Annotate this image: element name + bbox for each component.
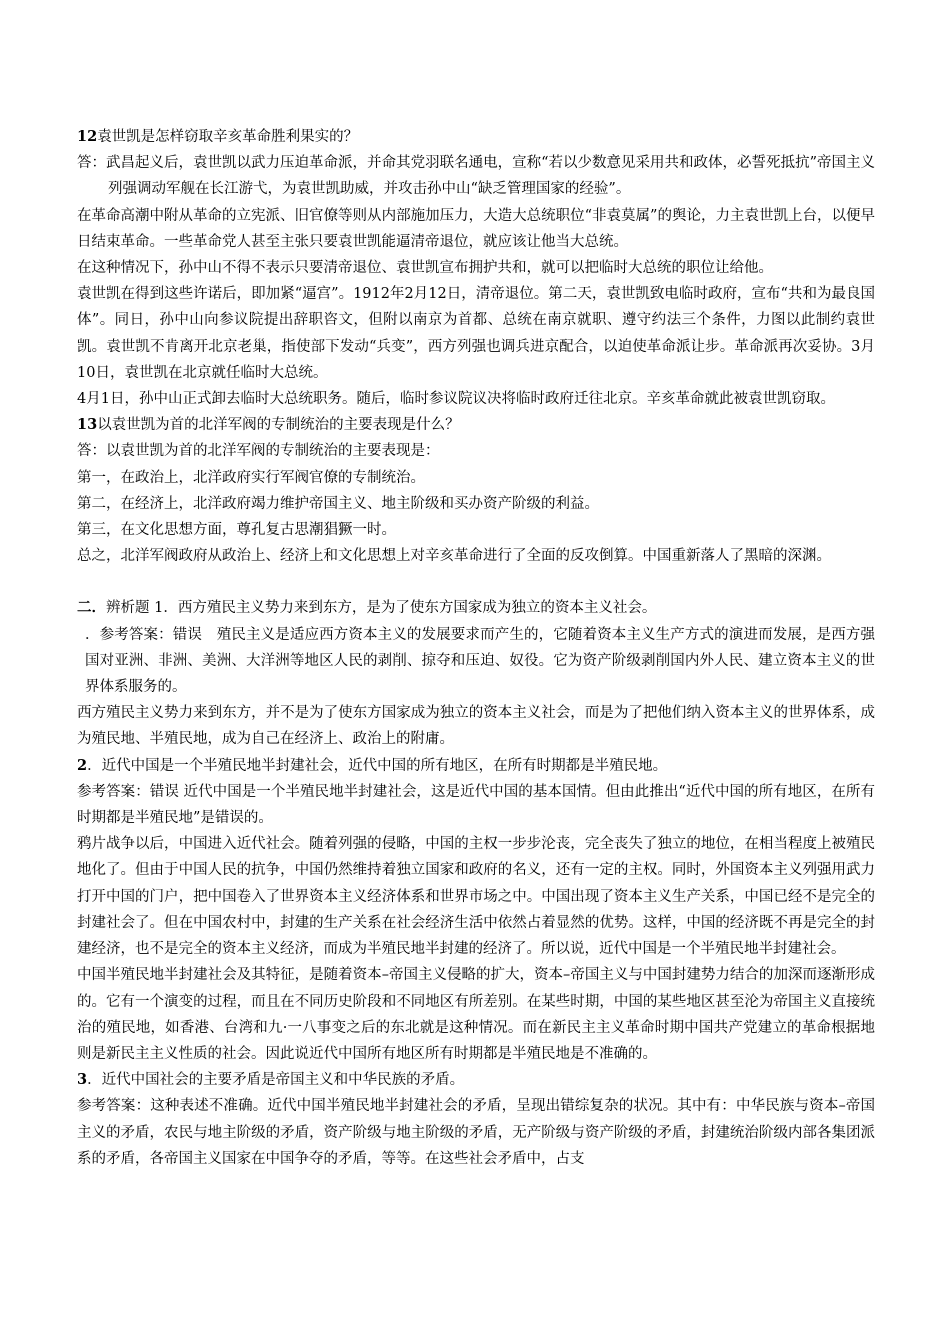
- section2-number: 二．: [77, 599, 106, 617]
- section2-q2-heading: [77, 753, 875, 779]
- section-spacer: [77, 569, 875, 595]
- section2-q2-statement: ．近代中国是一个半殖民地半封建社会，近代中国的所有地区，在所有时期都是半殖民地。: [87, 757, 668, 774]
- q13-point-3: 第三，在文化思想方面，尊孔复古思潮猖獗一时。: [77, 522, 396, 539]
- q12-paragraph-3: 袁世凯在得到这些许诺后，即加紧“逼宫”。1912年2月12日，清帝退位。第二天，袁世凯致电临时政府，宣布“共和为最良国体”。同日，孙中山向参议院提出辞职咨文，但附以南京为首都、总统在南京就职、遵守约法三个条件，力图以此制约袁世凯。袁世凯不肯离开北京老巢，指使部下发动“兵变”，西方列强也调兵进京配合，以迫使革命派让步。革命派再次妥协。3月10日，袁世凯在北京就任临时大总统。: [77, 286, 875, 381]
- section2-q1-heading: [77, 595, 875, 621]
- document-page: [77, 124, 875, 1172]
- section2-q1-answer: ．参考答案：错误 殖民主义是适应西方资本主义的发展要求而产生的，它随着资本主义生产方式的演进而发展，是西方强国对亚洲、非洲、美洲、大洋洲等地区人民的剥削、掠夺和压迫、奴役。它为资产阶级剥削国内外人民、建立资本主义的世界体系服务的。: [85, 626, 875, 696]
- q12-paragraph-2: 在这种情况下，孙中山不得不表示只要清帝退位、袁世凯宣布拥护共和，就可以把临时大总统的职位让给他。: [77, 260, 773, 277]
- q12-question: 袁世凯是怎样窃取辛亥革命胜利果实的？: [97, 129, 359, 145]
- q12-heading: [77, 124, 875, 150]
- q12-answer: 答：武昌起义后，袁世凯以武力压迫革命派，并命其党羽联名通电，宣称“若以少数意见采用共和政体，必誓死抵抗”帝国主义列强调动军舰在长江游弋，为袁世凯助威，并攻击孙中山“缺乏管理国家的经验”。: [77, 155, 875, 198]
- q12-number: 12: [77, 128, 98, 145]
- section2-q3-heading: [77, 1067, 875, 1093]
- section2-q2-answer: 参考答案：错误 近代中国是一个半殖民地半封建社会，这是近代中国的基本国情。但由此推出“近代中国的所有地区，在所有时期都是半殖民地”是错误的。: [77, 783, 875, 827]
- section2-q2-number: 2: [77, 756, 88, 774]
- q13-point-2: 第二，在经济上，北洋政府竭力维护帝国主义、地主阶级和买办资产阶级的利益。: [77, 495, 599, 512]
- q13-answer: 答：以袁世凯为首的北洋军阀的专制统治的主要表现是：: [77, 443, 440, 460]
- q13-heading: [77, 412, 875, 438]
- section2-q2-answer-body: 鸦片战争以后，中国进入近代社会。随着列强的侵略，中国的主权一步步沦丧，完全丧失了独立的地位，在相当程度上被殖民地化了。但由于中国人民的抗争，中国仍然维持着独立国家和政府的名义，还有一定的主权。同时，外国资本主义列强用武力打开中国的门户，把中国卷入了世界资本主义经济体系和世界市场之中。中国出现了资本主义生产关系，中国已经不是完全的封建社会了。但在中国农村中，封建的生产关系在社会经济生活中依然占着显然的优势。这样，中国的经济既不再是完全的封建经济，也不是完全的资本主义经济，而成为半殖民地半封建的经济了。所以说，近代中国是一个半殖民地半封建社会。: [77, 836, 875, 958]
- section2-q2-answer-closing: 中国半殖民地半封建社会及其特征，是随着资本–帝国主义侵略的扩大，资本–帝国主义与中国封建势力结合的加深而逐渐形成的。它有一个演变的过程，而且在不同历史阶段和不同地区有所差别。在某些时期，中国的某些地区甚至沦为帝国主义直接统治的殖民地，如香港、台湾和九·一八事变之后的东北就是这种情况。而在新民主主义革命时期中国共产党建立的革命根据地则是新民主主义性质的社会。因此说近代中国所有地区所有时期都是半殖民地是不准确的。: [77, 967, 875, 1062]
- section2-q1-answer-continued: 西方殖民主义势力来到东方，并不是为了使东方国家成为独立的资本主义社会，而是为了把他们纳入资本主义的世界体系，成为殖民地、半殖民地，成为自己在经济上、政治上的附庸。: [77, 705, 875, 748]
- section2-q3-statement: ．近代中国社会的主要矛盾是帝国主义和中华民族的矛盾。: [87, 1072, 465, 1089]
- q13-conclusion: 总之，北洋军阀政府从政治上、经济上和文化思想上对辛亥革命进行了全面的反攻倒算。中国重新落人了黑暗的深渊。: [77, 548, 831, 565]
- section2-q3-number: 3: [77, 1071, 88, 1089]
- q13-point-1: 第一，在政治上，北洋政府实行军阀官僚的专制统治。: [77, 469, 425, 486]
- q13-number: 13: [77, 416, 98, 434]
- section2-q1-statement: 辨析题 1．西方殖民主义势力来到东方，是为了使东方国家成为独立的资本主义社会。: [106, 600, 657, 617]
- q13-question: 以袁世凯为首的北洋军阀的专制统治的主要表现是什么？: [97, 417, 460, 434]
- q12-paragraph-4: 4月1日，孙中山正式卸去临时大总统职务。随后，临时参议院议决将临时政府迁往北京。辛亥革命就此被袁世凯窃取。: [77, 391, 835, 408]
- section2-q3-answer: 参考答案：这种表述不准确。近代中国半殖民地半封建社会的矛盾，呈现出错综复杂的状况。其中有：中华民族与资本–帝国主义的矛盾，农民与地主阶级的矛盾，资产阶级与地主阶级的矛盾，无产阶级与资产阶级的矛盾，封建统治阶级内部各集团派系的矛盾，各帝国主义国家在中国争夺的矛盾，等等。在这些社会矛盾中，占支: [77, 1098, 875, 1167]
- q12-paragraph-1: 在革命高潮中附从革命的立宪派、旧官僚等则从内部施加压力，大造大总统职位“非袁莫属”的舆论，力主袁世凯上台，以便早日结束革命。一些革命党人甚至主张只要袁世凯能逼清帝退位，就应该让他当大总统。: [77, 207, 875, 250]
